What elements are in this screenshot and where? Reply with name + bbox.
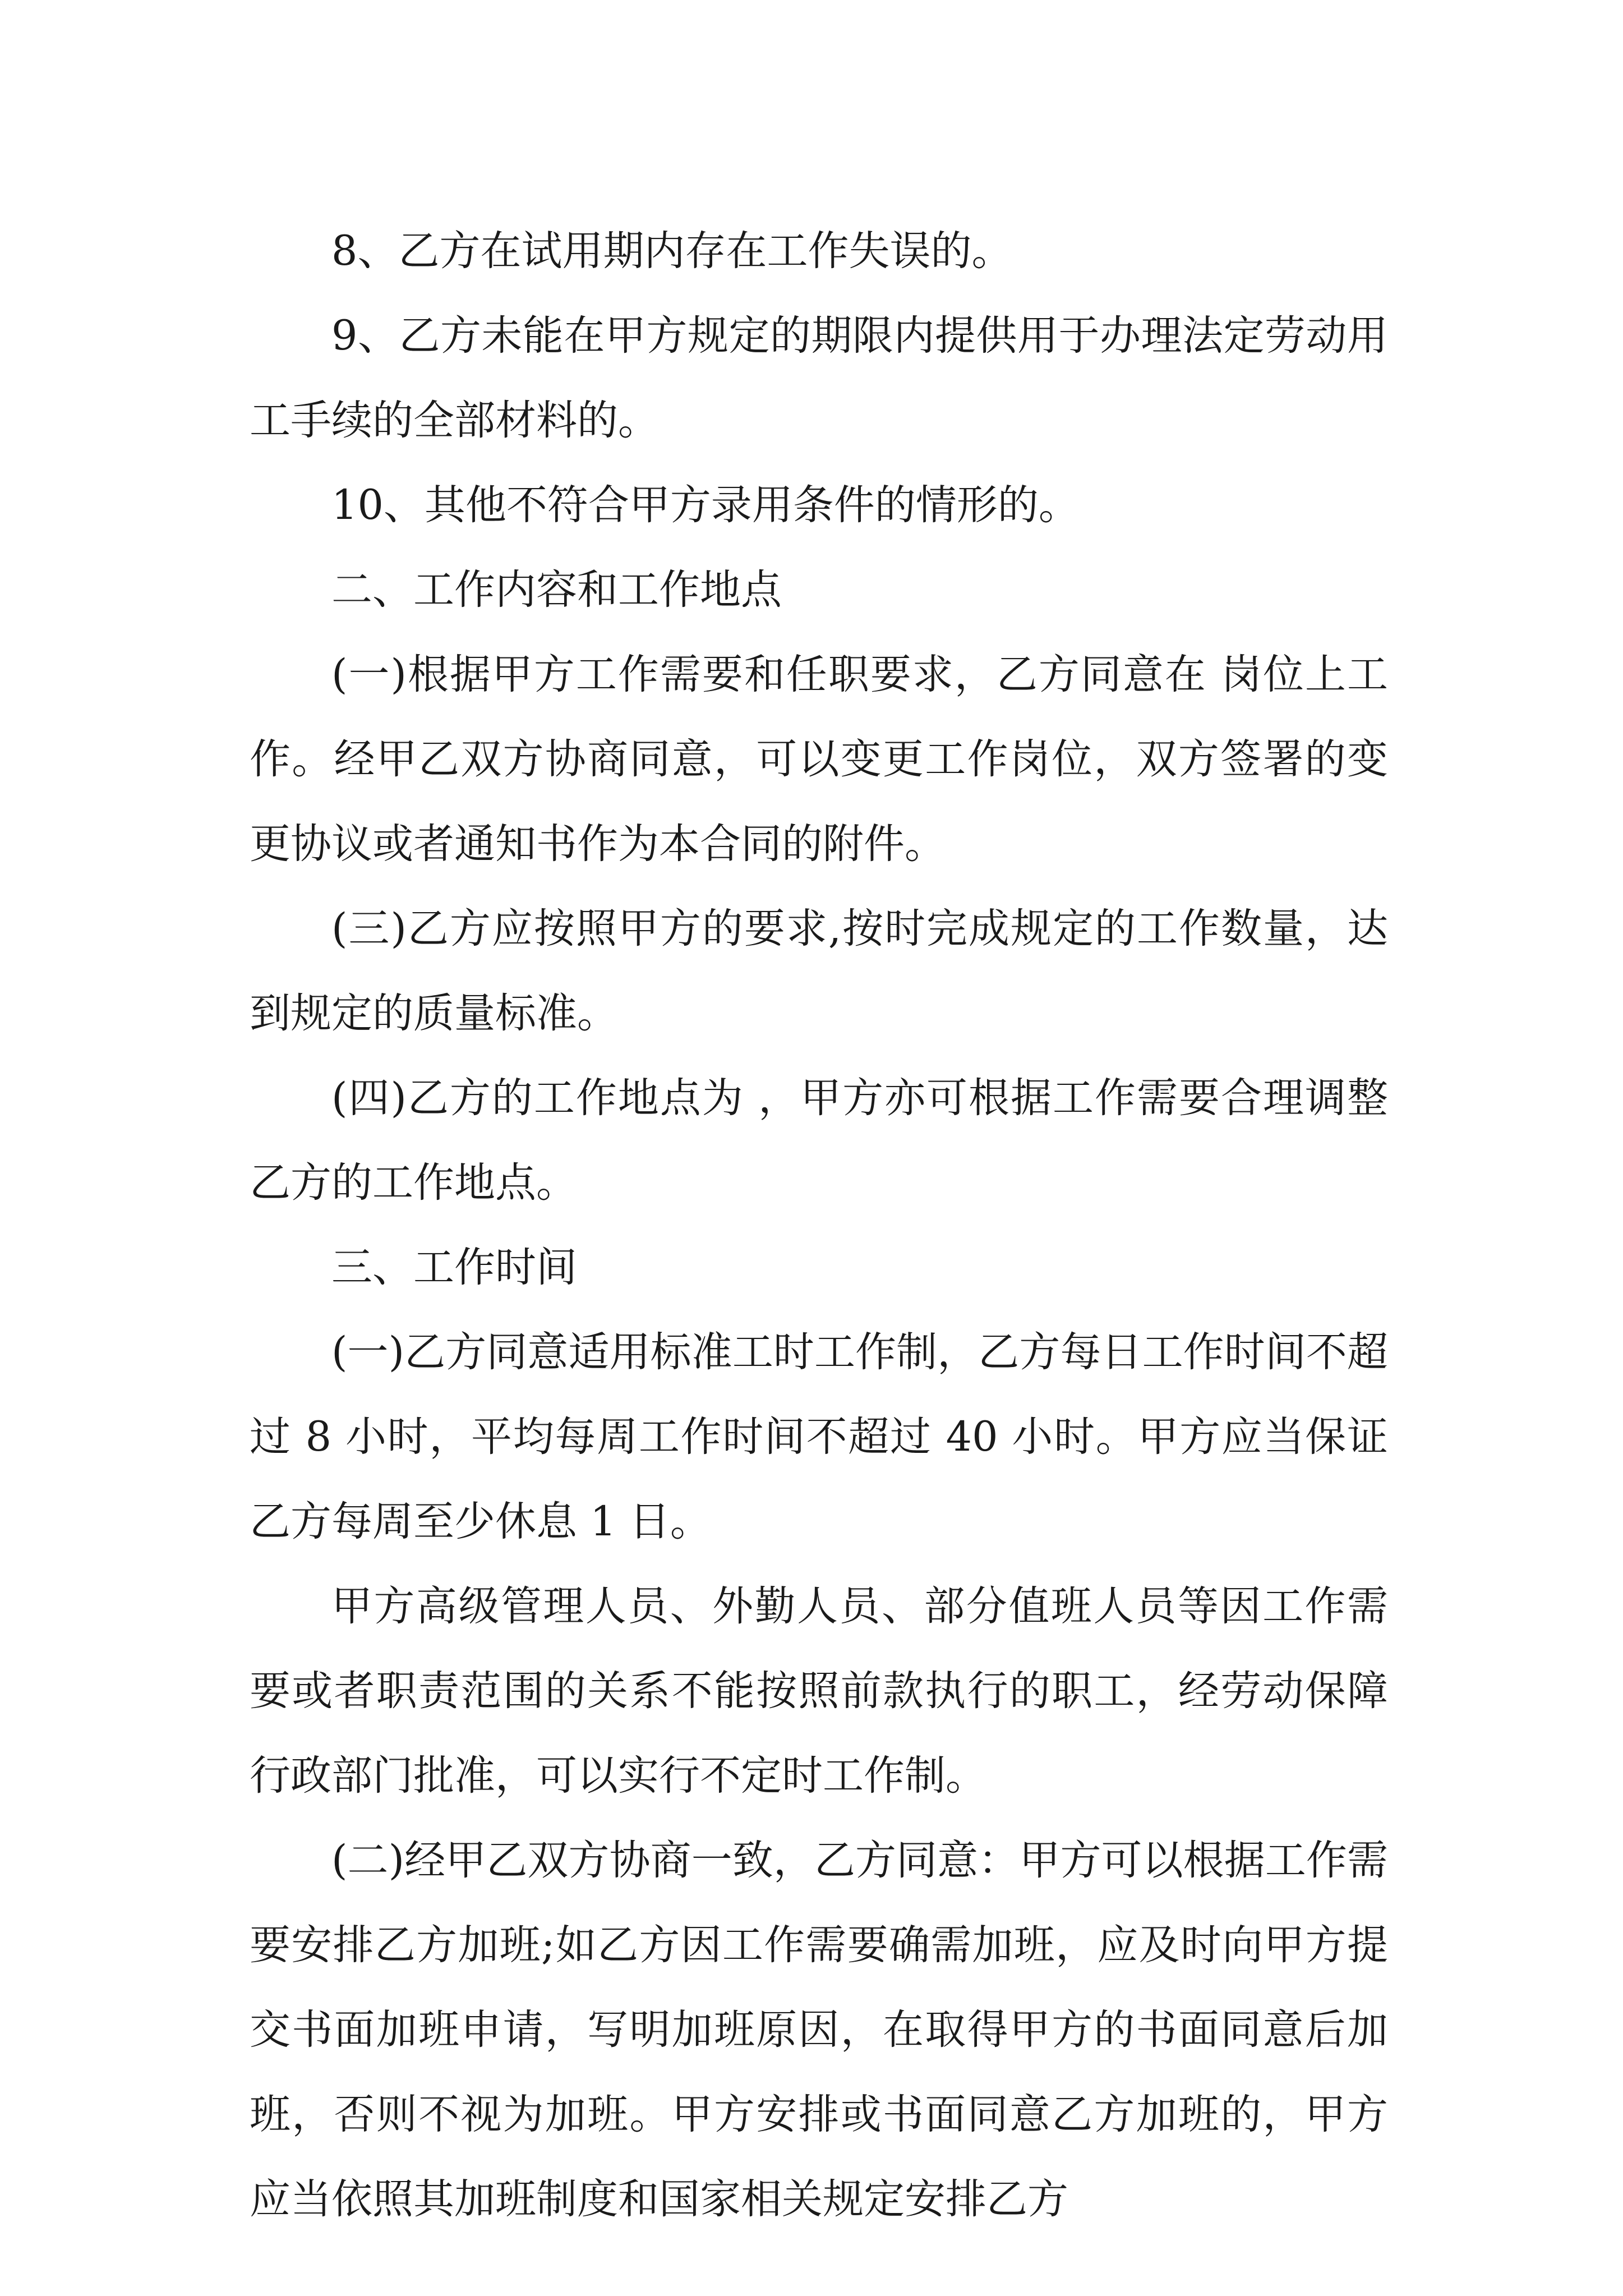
- document-page: [250, 209, 1388, 2242]
- paragraph-probation-item-8: 8、乙方在试用期内存在工作失误的。: [331, 227, 1013, 275]
- paragraph-probation-item-10: 10、其他不符合甲方录用条件的情形的。: [331, 481, 1080, 529]
- section-heading-work-time: 三、工作时间: [331, 1244, 577, 1291]
- paragraph-standard-hours: (一)乙方同意适用标准工时工作制，乙方每日工作时间不超过 8 小时，平均每周工作时间不超过 40 小时。甲方应当保证乙方每周至少休息 1 日。: [250, 1328, 1388, 1545]
- section-heading-work-content: 二、工作内容和工作地点: [331, 566, 782, 614]
- paragraph-work-location: (四)乙方的工作地点为 ，甲方亦可根据工作需要合理调整乙方的工作地点。: [250, 1074, 1388, 1207]
- paragraph-flexible-hours: 甲方高级管理人员、外勤人员、部分值班人员等因工作需要或者职责范围的关系不能按照前款执行的职工，经劳动保障行政部门批准，可以实行不定时工作制。: [250, 1582, 1388, 1800]
- paragraph-work-position: (一)根据甲方工作需要和任职要求，乙方同意在 岗位上工作。经甲乙双方协商同意，可以变更工作岗位，双方签署的变更协议或者通知书作为本合同的附件。: [250, 651, 1388, 868]
- paragraph-probation-item-9: 9、乙方未能在甲方规定的期限内提供用于办理法定劳动用工手续的全部材料的。: [250, 312, 1388, 444]
- paragraph-overtime: (二)经甲乙双方协商一致，乙方同意：甲方可以根据工作需要安排乙方加班;如乙方因工作需要确需加班，应及时向甲方提交书面加班申请，写明加班原因，在取得甲方的书面同意后加班，否则不视为加班。甲方安排或书面同意乙方加班的，甲方应当依照其加班制度和国家相关规定安排乙方: [250, 1837, 1388, 2223]
- paragraph-work-quality: (三)乙方应按照甲方的要求,按时完成规定的工作数量，达到规定的质量标准。: [250, 905, 1388, 1037]
